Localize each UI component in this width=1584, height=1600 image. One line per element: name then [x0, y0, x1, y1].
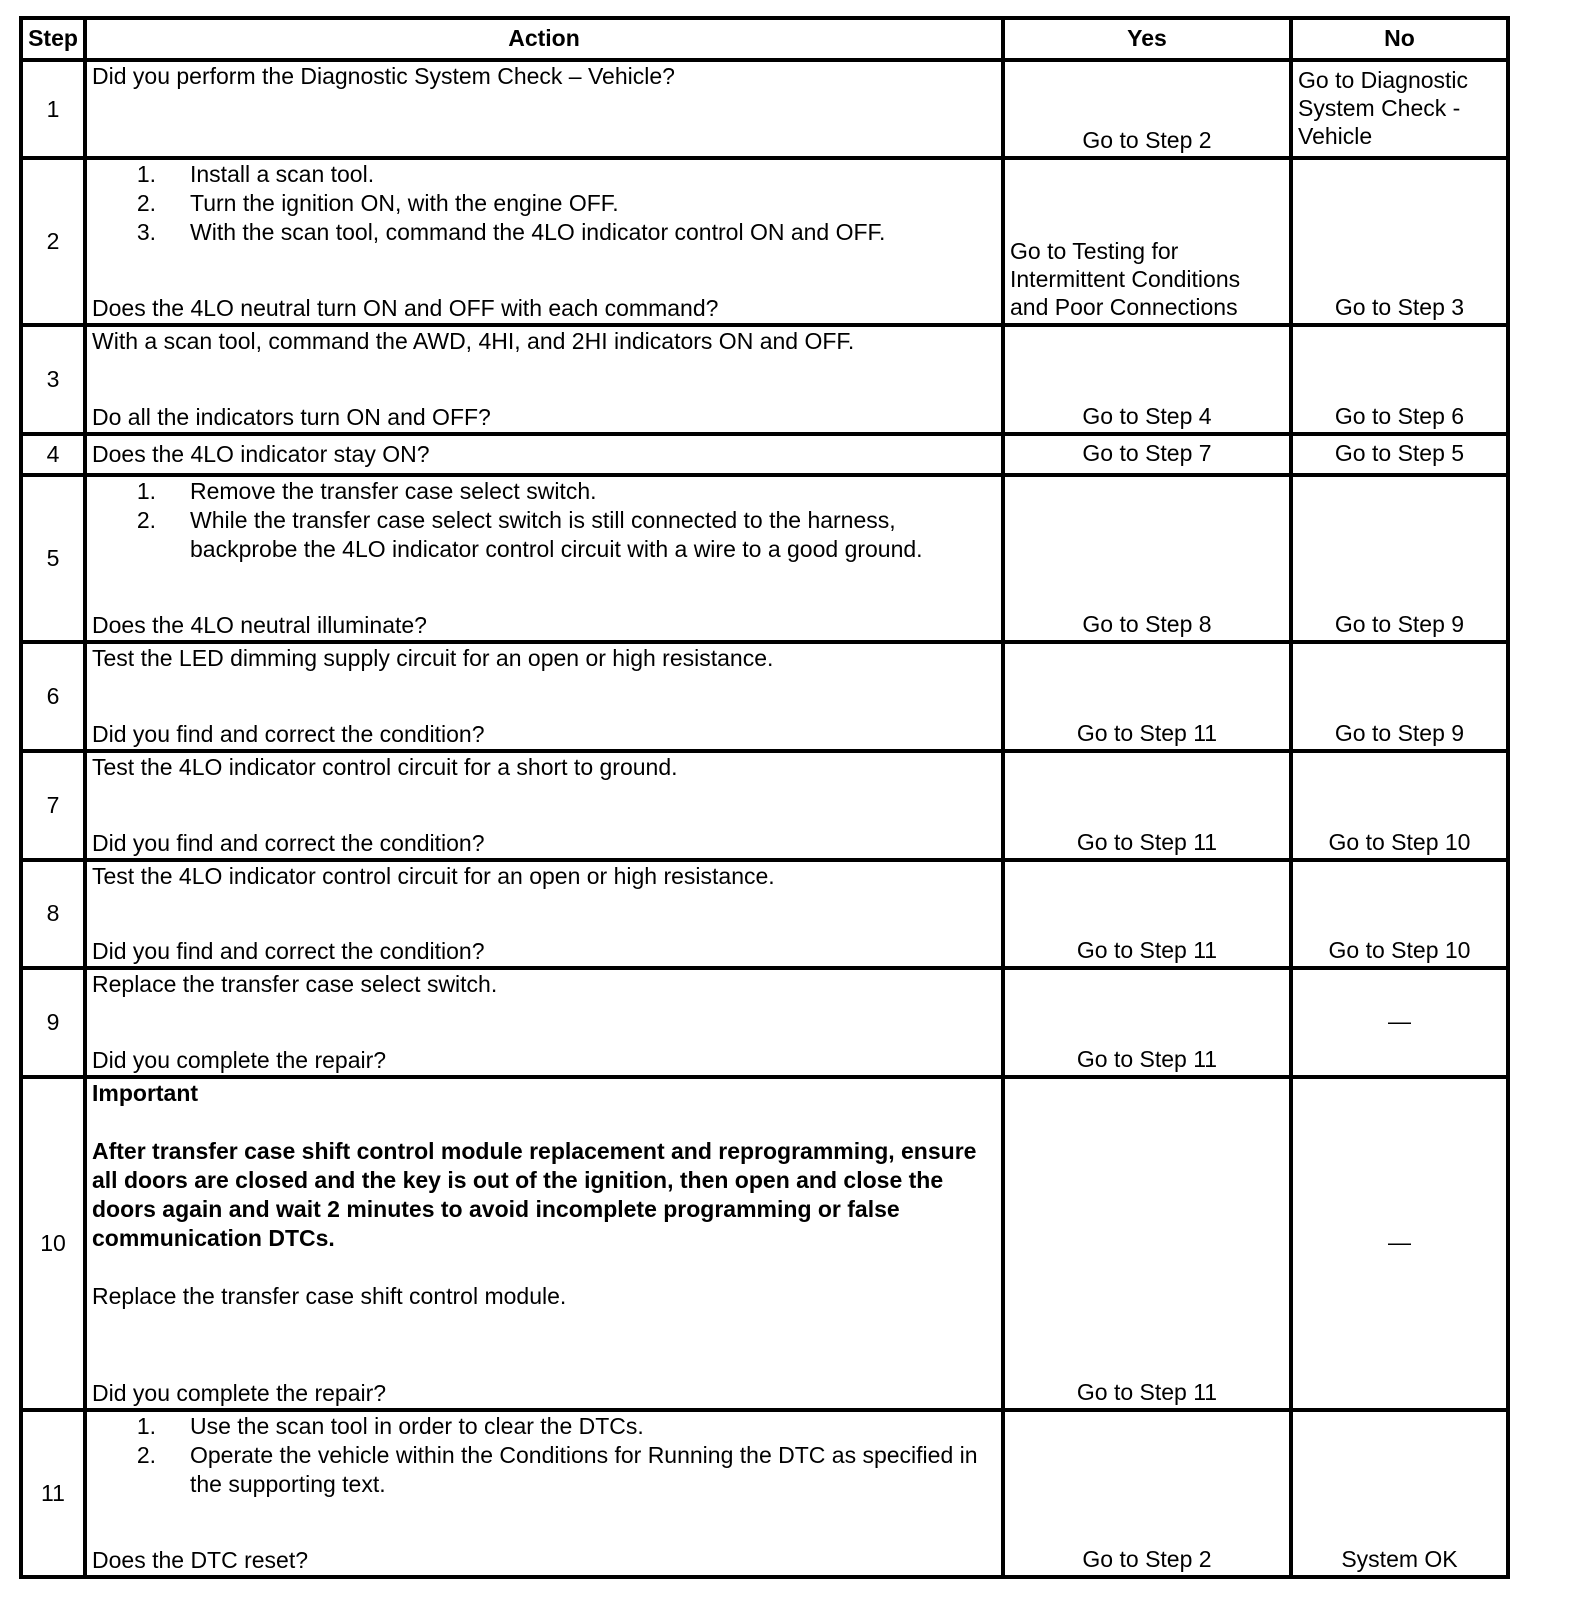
- question-text: Do all the indicators turn ON and OFF?: [92, 404, 491, 431]
- table-row: [21, 475, 1508, 642]
- header-yes: Yes: [1003, 18, 1291, 60]
- yes-cell: Go to Step 11: [1003, 860, 1291, 969]
- table-row: [21, 1077, 1508, 1410]
- table-row: [21, 434, 1508, 475]
- action-cell: [85, 860, 1003, 969]
- no-cell: Go to Step 6: [1291, 325, 1508, 434]
- action-cell: [85, 751, 1003, 860]
- list-item: 1. Use the scan tool in order to clear the DTCs.: [136, 1413, 644, 1439]
- yes-cell: Go to Step 2: [1003, 60, 1291, 159]
- step-number: 11: [21, 1410, 85, 1577]
- important-note: After transfer case shift control module replacement and reprogramming, ensure all doors are closed and the key is out of the ignition, then open and close the doors again and wait 2 minutes to avoid incomplete programming or false communication DTCs.: [92, 1138, 977, 1252]
- question-text: Did you complete the repair?: [92, 1047, 387, 1074]
- yes-cell: Go to Step 7: [1003, 434, 1291, 475]
- list-item: 1. Install a scan tool.: [136, 161, 375, 188]
- step-number: 6: [21, 642, 85, 751]
- no-cell: Go to Step 10: [1291, 751, 1508, 860]
- yes-cell: Go to Step 11: [1003, 642, 1291, 751]
- instruction-text: With a scan tool, command the AWD, 4HI, and 2HI indicators ON and OFF.: [92, 328, 855, 355]
- question-text: Does the 4LO neutral illuminate?: [92, 611, 427, 638]
- question-text: Does the 4LO indicator stay ON?: [92, 441, 430, 468]
- instruction-text: Test the 4LO indicator control circuit for an open or high resistance.: [92, 862, 775, 889]
- table-row: [21, 642, 1508, 751]
- yes-cell: Go to Step 11: [1003, 968, 1291, 1077]
- yes-cell: Go to Step 11: [1003, 751, 1291, 860]
- no-cell: Go to Step 9: [1291, 642, 1508, 751]
- no-cell: —: [1291, 968, 1508, 1077]
- question-text: Did you complete the repair?: [92, 1380, 387, 1406]
- no-cell: Go to Step 3: [1291, 158, 1508, 325]
- no-cell: System OK: [1291, 1410, 1508, 1577]
- question-text: Does the DTC reset?: [92, 1547, 309, 1573]
- instruction-text: Replace the transfer case shift control module.: [92, 1283, 567, 1310]
- step-number: 3: [21, 325, 85, 434]
- action-cell: [85, 434, 1003, 475]
- action-cell: [85, 642, 1003, 751]
- yes-cell: Go to Step 4: [1003, 325, 1291, 434]
- no-cell: Go to Step 10: [1291, 860, 1508, 969]
- action-cell: [85, 1077, 1003, 1410]
- instruction-list: [92, 477, 996, 564]
- table-row: [21, 860, 1508, 969]
- action-cell: [85, 60, 1003, 159]
- instruction-list: [92, 1412, 996, 1499]
- header-step: Step: [21, 18, 85, 60]
- no-cell: —: [1291, 1077, 1508, 1410]
- no-cell: Go to Diagnostic System Check - Vehicle: [1291, 60, 1508, 159]
- yes-cell: Go to Testing for Intermittent Conditions and Poor Connections: [1003, 158, 1291, 325]
- diagnostic-table: [19, 16, 1510, 1579]
- important-label: Important: [92, 1080, 199, 1107]
- list-item: 2. Turn the ignition ON, with the engine OFF.: [136, 190, 619, 217]
- step-number: 2: [21, 158, 85, 325]
- yes-cell: Go to Step 2: [1003, 1410, 1291, 1577]
- instruction-text: Test the LED dimming supply circuit for an open or high resistance.: [92, 644, 774, 671]
- action-cell: [85, 325, 1003, 434]
- step-number: 5: [21, 475, 85, 642]
- question-text: Did you perform the Diagnostic System Check – Vehicle?: [92, 62, 675, 89]
- question-text: Does the 4LO neutral turn ON and OFF with each command?: [92, 295, 719, 322]
- instruction-text: Replace the transfer case select switch.: [92, 971, 498, 998]
- step-number: 8: [21, 860, 85, 969]
- step-number: 4: [21, 434, 85, 475]
- list-item: 2. Operate the vehicle within the Conditions for Running the DTC as specified in the supporting text.: [136, 1442, 978, 1497]
- action-cell: [85, 968, 1003, 1077]
- no-cell: Go to Step 5: [1291, 434, 1508, 475]
- instruction-text: Test the 4LO indicator control circuit for a short to ground.: [92, 753, 678, 780]
- no-cell: Go to Step 9: [1291, 475, 1508, 642]
- table-row: [21, 60, 1508, 159]
- question-text: Did you find and correct the condition?: [92, 938, 485, 965]
- yes-cell: Go to Step 8: [1003, 475, 1291, 642]
- action-cell: [85, 1410, 1003, 1577]
- step-number: 9: [21, 968, 85, 1077]
- header-action: Action: [85, 18, 1003, 60]
- list-item: 3. With the scan tool, command the 4LO indicator control ON and OFF.: [136, 219, 886, 246]
- table-row: [21, 325, 1508, 434]
- action-cell: [85, 158, 1003, 325]
- table-row: [21, 751, 1508, 860]
- instruction-list: [92, 160, 996, 247]
- list-item: 2. While the transfer case select switch is still connected to the harness, backprobe the 4LO indicator control circuit with a wire to a good ground.: [136, 506, 923, 562]
- header-no: No: [1291, 18, 1508, 60]
- question-text: Did you find and correct the condition?: [92, 829, 485, 856]
- list-item: 1. Remove the transfer case select switch.: [136, 477, 597, 504]
- step-number: 10: [21, 1077, 85, 1410]
- step-number: 1: [21, 60, 85, 159]
- header-row: [21, 18, 1508, 60]
- question-text: Did you find and correct the condition?: [92, 720, 485, 747]
- yes-cell: Go to Step 11: [1003, 1077, 1291, 1410]
- action-cell: [85, 475, 1003, 642]
- step-number: 7: [21, 751, 85, 860]
- table-row: [21, 968, 1508, 1077]
- table-row: [21, 158, 1508, 325]
- table-row: [21, 1410, 1508, 1577]
